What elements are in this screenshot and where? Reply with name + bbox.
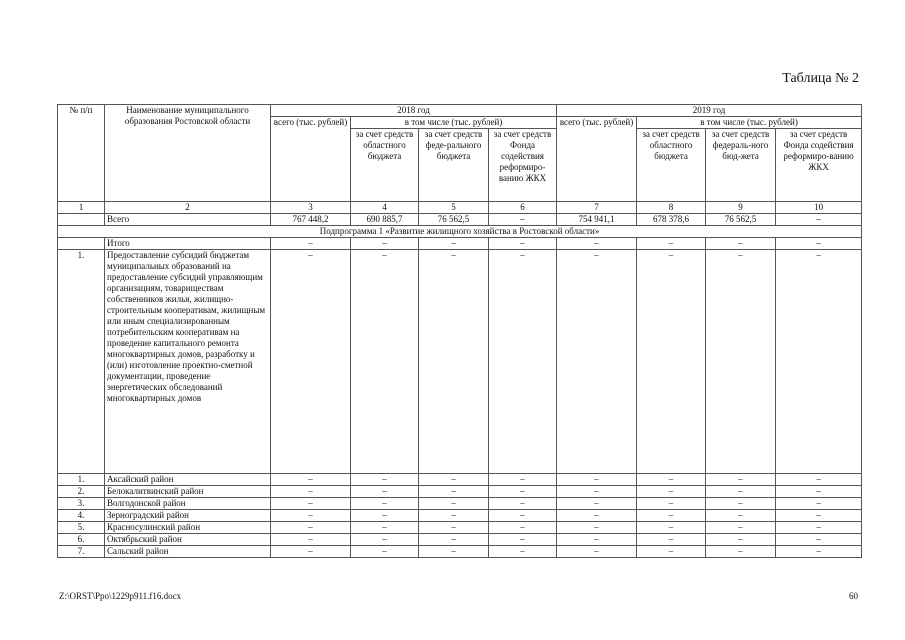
header-regional-2018: за счет средств областного бюджета bbox=[351, 129, 419, 202]
cell: 690 885,7 bbox=[351, 214, 419, 226]
row-number: 1. bbox=[58, 474, 105, 486]
row-label: Сальский район bbox=[105, 546, 271, 558]
header-num: № п/п bbox=[58, 105, 105, 202]
cell: – bbox=[271, 534, 351, 546]
table-row bbox=[58, 522, 862, 534]
cell: – bbox=[271, 250, 351, 474]
cell: – bbox=[776, 238, 862, 250]
cell: – bbox=[489, 238, 557, 250]
cell: – bbox=[706, 486, 776, 498]
footer-page-number: 60 bbox=[849, 591, 858, 601]
cell: 767 448,2 bbox=[271, 214, 351, 226]
col-number: 2 bbox=[105, 202, 271, 214]
row-label: Аксайский район bbox=[105, 474, 271, 486]
cell: – bbox=[351, 534, 419, 546]
cell: 754 941,1 bbox=[557, 214, 637, 226]
cell: – bbox=[419, 474, 489, 486]
cell: – bbox=[706, 510, 776, 522]
header-federal-2019: за счет средств федераль-ного бюд-жета bbox=[706, 129, 776, 202]
cell: – bbox=[351, 546, 419, 558]
total-row bbox=[58, 214, 862, 226]
header-incl-2019: в том числе (тыс. рублей) bbox=[637, 117, 862, 129]
header-name: Наименование муниципального образования Ростовской области bbox=[105, 105, 271, 202]
row-label: Предоставление субсидий бюджетам муниципальных образований на предоставление субсидий управляющим организациям, товариществам собственников жилья, жилищно-строительным кооперативам, жилищным или иным специализированным потребительским кооперативам на проведение капитального ремонта многоквартирных домов, разработку и (или) изготовление проектно-сметной документации, проведение энергетических обследований многоквартирных домов bbox=[105, 250, 271, 474]
table-row bbox=[58, 498, 862, 510]
cell: – bbox=[637, 522, 706, 534]
cell: – bbox=[351, 522, 419, 534]
cell: – bbox=[419, 534, 489, 546]
cell: – bbox=[706, 546, 776, 558]
cell: – bbox=[637, 498, 706, 510]
row-label: Волгодонской район bbox=[105, 498, 271, 510]
table-row bbox=[58, 546, 862, 558]
row-label: Всего bbox=[105, 214, 271, 226]
cell: – bbox=[637, 534, 706, 546]
cell: – bbox=[637, 250, 706, 474]
col-number: 5 bbox=[419, 202, 489, 214]
col-number: 1 bbox=[58, 202, 105, 214]
cell: – bbox=[351, 238, 419, 250]
cell: – bbox=[776, 498, 862, 510]
cell: – bbox=[557, 250, 637, 474]
cell: – bbox=[351, 474, 419, 486]
cell: – bbox=[637, 546, 706, 558]
cell: – bbox=[637, 474, 706, 486]
cell: – bbox=[271, 238, 351, 250]
cell: – bbox=[706, 522, 776, 534]
cell: – bbox=[557, 534, 637, 546]
cell: – bbox=[489, 510, 557, 522]
cell: 678 378,6 bbox=[637, 214, 706, 226]
cell: – bbox=[776, 534, 862, 546]
cell: – bbox=[557, 498, 637, 510]
cell: – bbox=[776, 522, 862, 534]
cell: – bbox=[489, 522, 557, 534]
cell: – bbox=[489, 534, 557, 546]
cell: – bbox=[557, 474, 637, 486]
item-1-row bbox=[58, 250, 862, 474]
cell: – bbox=[637, 486, 706, 498]
header-year-2019: 2019 год bbox=[557, 105, 862, 117]
header-fund-2018: за счет средств Фонда содействия реформиро-ванию ЖКХ bbox=[489, 129, 557, 202]
cell: – bbox=[351, 498, 419, 510]
cell: – bbox=[489, 214, 557, 226]
row-number: 4. bbox=[58, 510, 105, 522]
cell: – bbox=[706, 534, 776, 546]
cell: 76 562,5 bbox=[706, 214, 776, 226]
cell: – bbox=[557, 238, 637, 250]
cell: – bbox=[637, 238, 706, 250]
row-label: Белокалитвинский район bbox=[105, 486, 271, 498]
cell: – bbox=[489, 546, 557, 558]
cell: – bbox=[351, 510, 419, 522]
cell: – bbox=[419, 486, 489, 498]
cell: – bbox=[271, 474, 351, 486]
itogo-row bbox=[58, 238, 862, 250]
cell: – bbox=[419, 510, 489, 522]
table-row bbox=[58, 486, 862, 498]
table-title: Таблица № 2 bbox=[782, 71, 859, 86]
cell: – bbox=[351, 486, 419, 498]
cell: – bbox=[637, 510, 706, 522]
table-row bbox=[58, 474, 862, 486]
cell: – bbox=[706, 498, 776, 510]
header-total-2019: всего (тыс. рублей) bbox=[557, 117, 637, 202]
cell: – bbox=[776, 546, 862, 558]
col-number: 10 bbox=[776, 202, 862, 214]
cell: – bbox=[351, 250, 419, 474]
cell: – bbox=[271, 498, 351, 510]
cell: – bbox=[706, 474, 776, 486]
cell: – bbox=[419, 498, 489, 510]
row-label: Красносулинский район bbox=[105, 522, 271, 534]
cell: – bbox=[489, 474, 557, 486]
cell: – bbox=[557, 522, 637, 534]
header-regional-2019: за счет средств областного бюджета bbox=[637, 129, 706, 202]
cell: – bbox=[271, 486, 351, 498]
cell: – bbox=[706, 238, 776, 250]
col-number: 3 bbox=[271, 202, 351, 214]
row-label: Зерноградский район bbox=[105, 510, 271, 522]
footer-file-path: Z:\ORST\Ppo\1229p911.f16.docx bbox=[59, 591, 182, 601]
row-number: 5. bbox=[58, 522, 105, 534]
budget-table bbox=[57, 104, 862, 558]
subprogram-heading: Подпрограмма 1 «Развитие жилищного хозяйства в Ростовской области» bbox=[58, 226, 862, 238]
cell: – bbox=[419, 522, 489, 534]
cell: – bbox=[271, 546, 351, 558]
cell: – bbox=[271, 522, 351, 534]
cell: – bbox=[557, 486, 637, 498]
col-number: 8 bbox=[637, 202, 706, 214]
cell: – bbox=[557, 546, 637, 558]
col-number: 4 bbox=[351, 202, 419, 214]
row-number: 6. bbox=[58, 534, 105, 546]
cell: – bbox=[489, 486, 557, 498]
header-year-2018: 2018 год bbox=[271, 105, 557, 117]
row-number: 2. bbox=[58, 486, 105, 498]
cell: – bbox=[776, 474, 862, 486]
cell: – bbox=[419, 238, 489, 250]
cell: – bbox=[489, 498, 557, 510]
header-total-2018: всего (тыс. рублей) bbox=[271, 117, 351, 202]
cell: – bbox=[271, 510, 351, 522]
cell: – bbox=[706, 250, 776, 474]
col-number: 6 bbox=[489, 202, 557, 214]
col-number: 7 bbox=[557, 202, 637, 214]
cell: – bbox=[776, 510, 862, 522]
row-number: 3. bbox=[58, 498, 105, 510]
header-federal-2018: за счет средств феде-рального бюджета bbox=[419, 129, 489, 202]
cell: – bbox=[419, 546, 489, 558]
cell: – bbox=[557, 510, 637, 522]
cell: – bbox=[776, 214, 862, 226]
col-number: 9 bbox=[706, 202, 776, 214]
row-label: Итого bbox=[105, 238, 271, 250]
header-incl-2018: в том числе (тыс. рублей) bbox=[351, 117, 557, 129]
table-row bbox=[58, 510, 862, 522]
row-number: 1. bbox=[58, 250, 105, 474]
header-fund-2019: за счет средств Фонда содействия реформиро-ванию ЖКХ bbox=[776, 129, 862, 202]
cell: 76 562,5 bbox=[419, 214, 489, 226]
cell: – bbox=[489, 250, 557, 474]
cell: – bbox=[419, 250, 489, 474]
row-number: 7. bbox=[58, 546, 105, 558]
table-row bbox=[58, 534, 862, 546]
cell: – bbox=[776, 250, 862, 474]
row-label: Октябрьский район bbox=[105, 534, 271, 546]
cell: – bbox=[776, 486, 862, 498]
